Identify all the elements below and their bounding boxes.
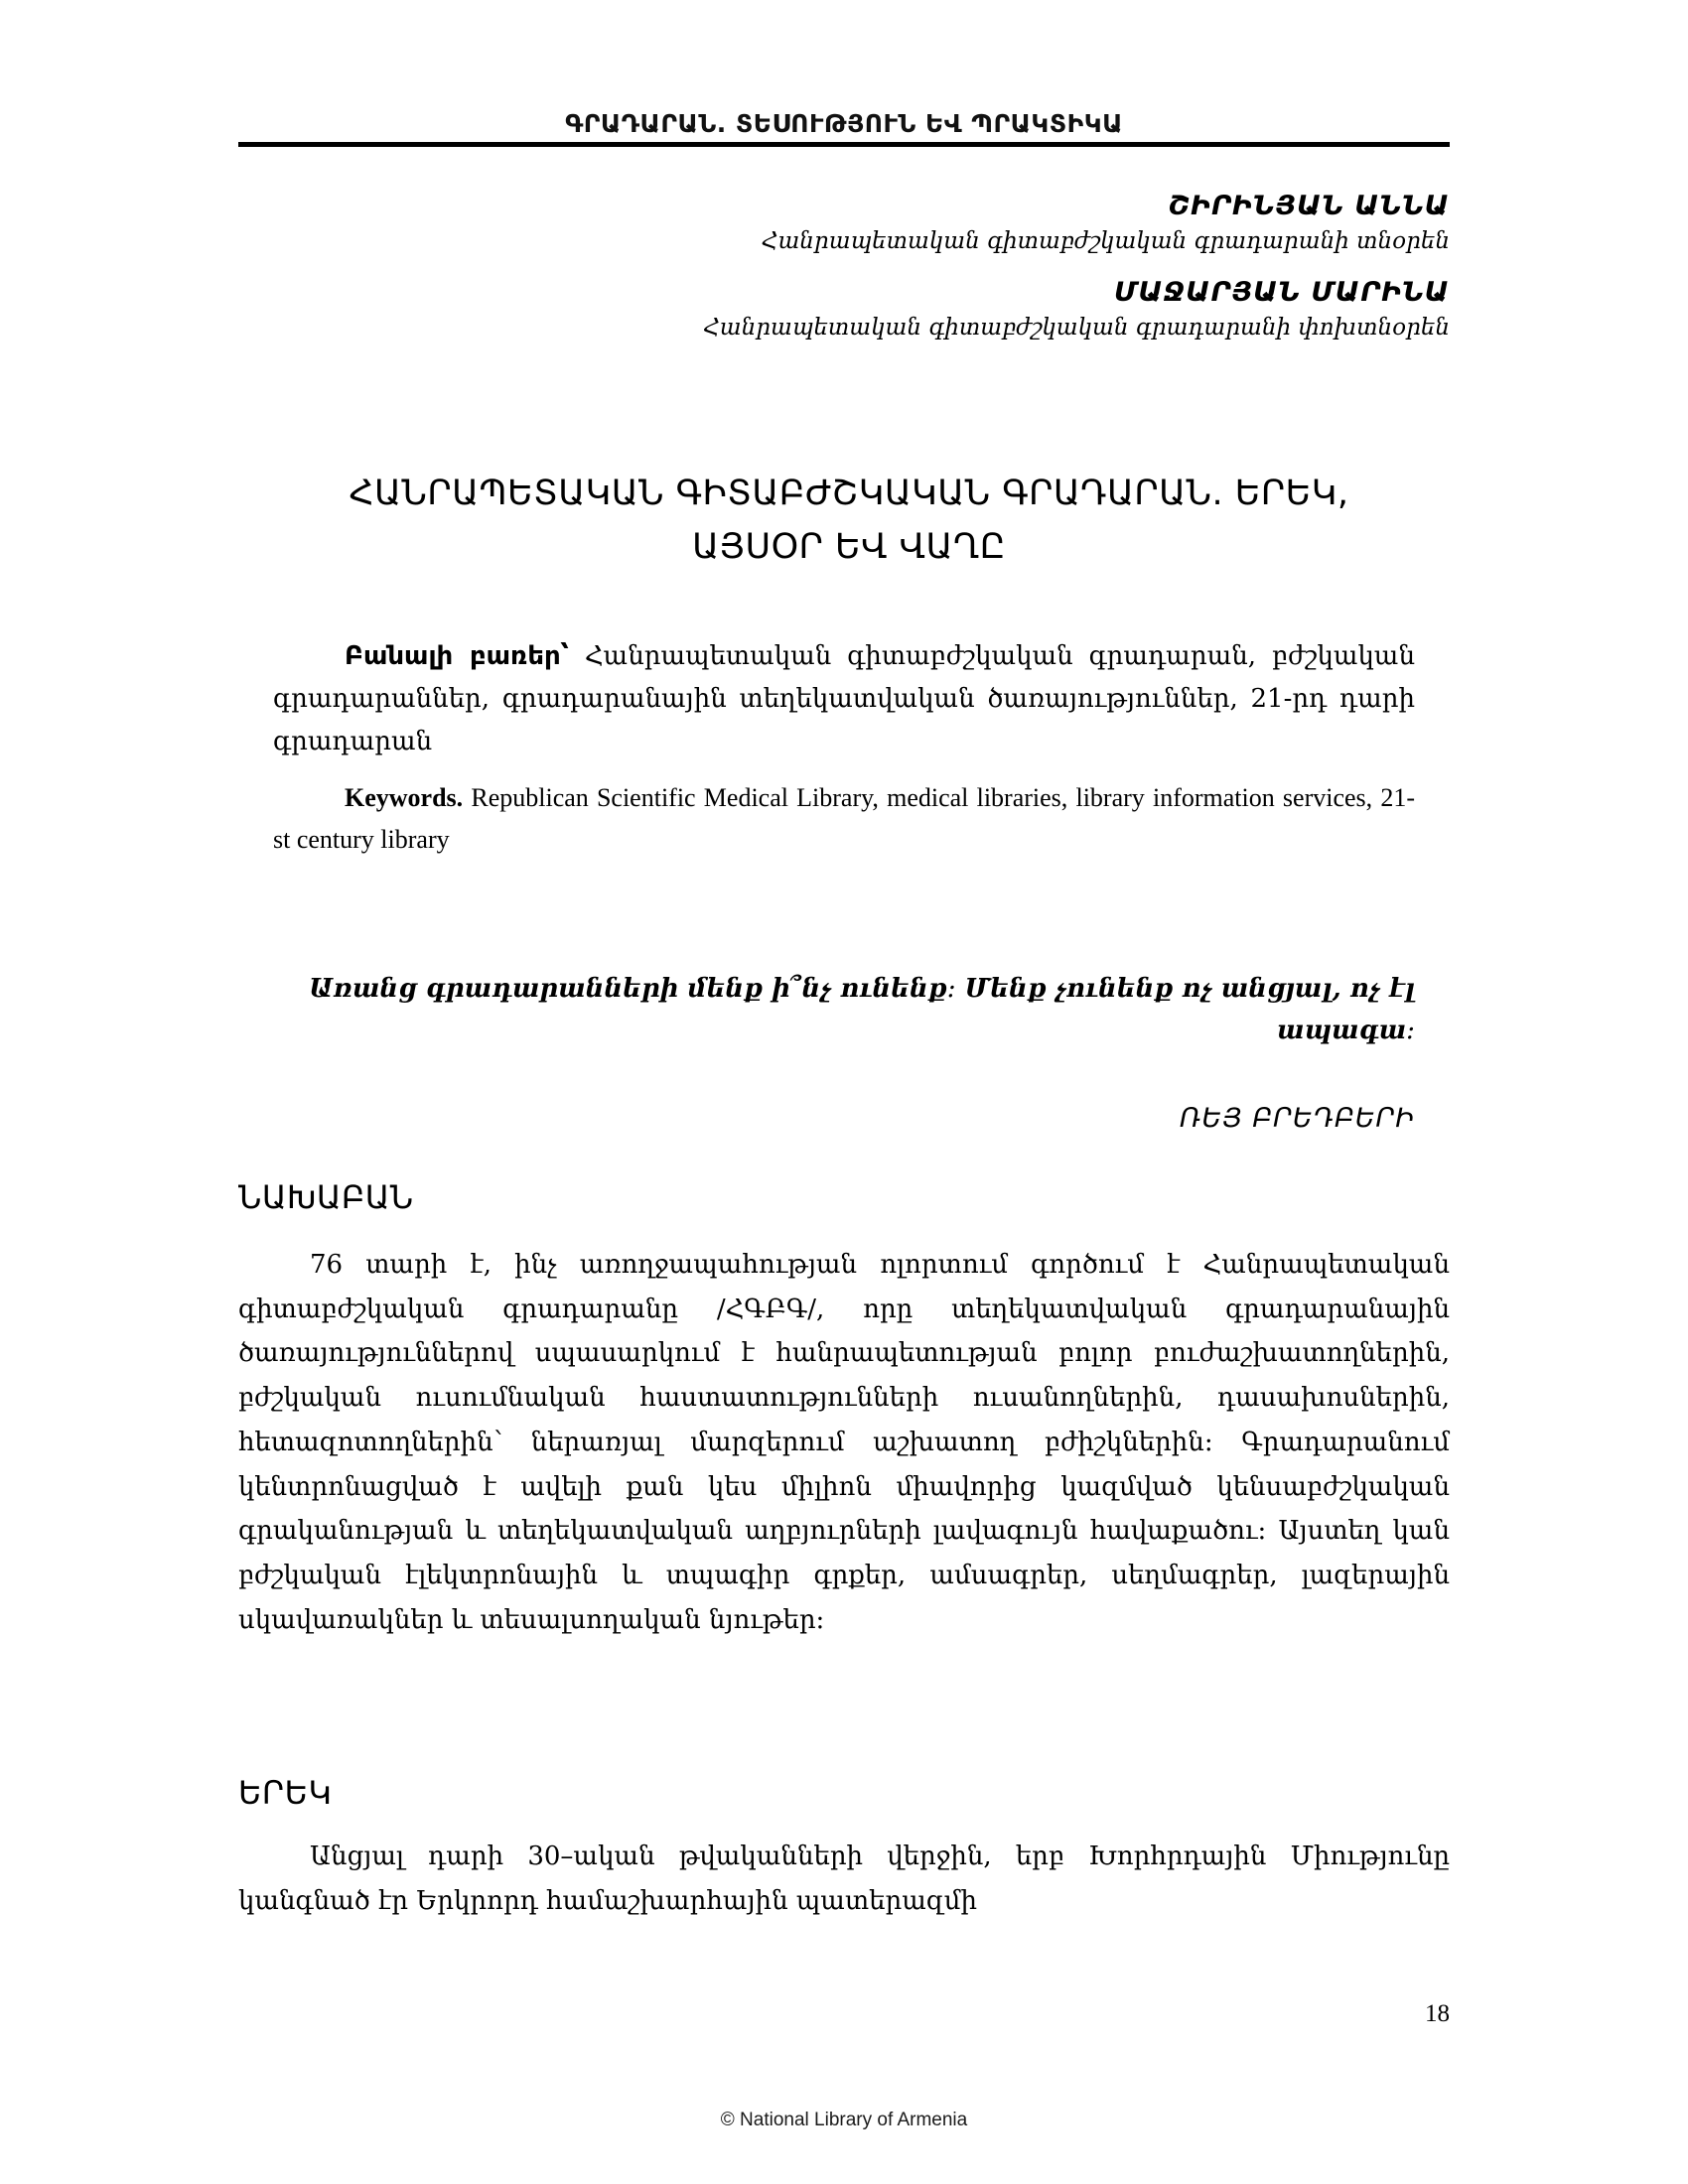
section-heading-introduction: ՆԱԽԱԲԱՆ [238,1178,414,1216]
running-head-text: ԳՐԱԴԱՐԱՆ. ՏԵՍՈՒԹՅՈՒՆ ԵՎ ՊՐԱԿՏԻԿԱ [565,109,1123,138]
keywords-english [273,777,1415,861]
author-affiliation-1: Հանրապետական գիտաբժշկական գրադարանի տնօրեն [761,228,1450,255]
running-head-rule [238,142,1450,147]
article-title [288,467,1410,575]
section-paragraph-introduction: 76 տարի է, ինչ առողջապահության ոլորտում գործում է Հանրապետական գիտաբժշկական գրադարանը /ՀԳԲԳ/, որը տեղեկատվական գրադարանային ծառայություններով սպասարկում է հանրապետության բոլոր բուժաշխատողներին, բժշկական ուսումնական հաստատությունների ուսանողներին, դասախոսներին, հետազոտողներին՝ ներառյալ մարզերում աշխատող բժիշկներին։ Գրադարանում կենտրոնացված է ավելի քան կես միլիոն միավորից կազմված կենսաբժշկական գրականության և տեղեկատվական աղբյուրների լավագույն հավաքածու։ Այստեղ կան բժշկական էլեկտրոնային և տպագիր գրքեր, ամսագրեր, սեղմագրեր, լազերային սկավառակներ և տեսալսողական նյութեր։ [238,1250,1450,1635]
author-block [238,189,1450,345]
section-heading-yesterday: ԵՐԵԿ [238,1774,333,1812]
keywords-english-label: Keywords. [345,782,464,812]
keywords-block [273,635,1415,861]
author-name-1: ՇԻՐԻՆՅԱՆ ԱՆՆԱ [1168,191,1450,221]
page-number: 18 [1425,2000,1450,2027]
running-head [238,111,1450,147]
epigraph-block [273,968,1415,1134]
article-title-line-1: ՀԱՆՐԱՊԵՏԱԿԱՆ ԳԻՏԱԲԺՇԿԱԿԱՆ ԳՐԱԴԱՐԱՆ. ԵՐԵԿ, [349,474,1349,513]
keywords-armenian-label: Բանալի բառեր՝ [345,641,569,671]
keywords-english-text: Republican Scientific Medical Library, medical libraries, library information services, 21-st century library [273,782,1415,854]
keywords-armenian-text: Հանրապետական գիտաբժշկական գրադարան, բժշկական գրադարաններ, գրադարանային տեղեկատվական ծառայություններ, 21-րդ դարի գրադարան [273,641,1416,756]
article-title-line-2: ԱՅՍՕՐ ԵՎ ՎԱՂԸ [692,527,1006,568]
author-affiliation-2: Հանրապետական գիտաբժշկական գրադարանի փոխտնօրեն [703,315,1450,341]
author-name-2: ՄԱՋԱՐՅԱՆ ՄԱՐԻՆԱ [1113,276,1450,308]
epigraph-attribution: ՌԵՅ ԲՐԵԴԲԵՐԻ [1180,1103,1415,1135]
section-paragraph-yesterday: Անցյալ դարի 30–ական թվականների վերջին, երբ Խորհրդային Միությունը կանգնած էր Երկրորդ համաշխարհային պատերազմի [238,1842,1450,1916]
epigraph-text: Առանց գրադարանների մենք ի՞նչ ունենք։ Մենք չունենք ոչ անցյալ, ոչ էլ ապագա։ [309,974,1415,1046]
keywords-armenian [273,635,1415,763]
library-credit: © National Library of Armenia [720,2110,968,2130]
